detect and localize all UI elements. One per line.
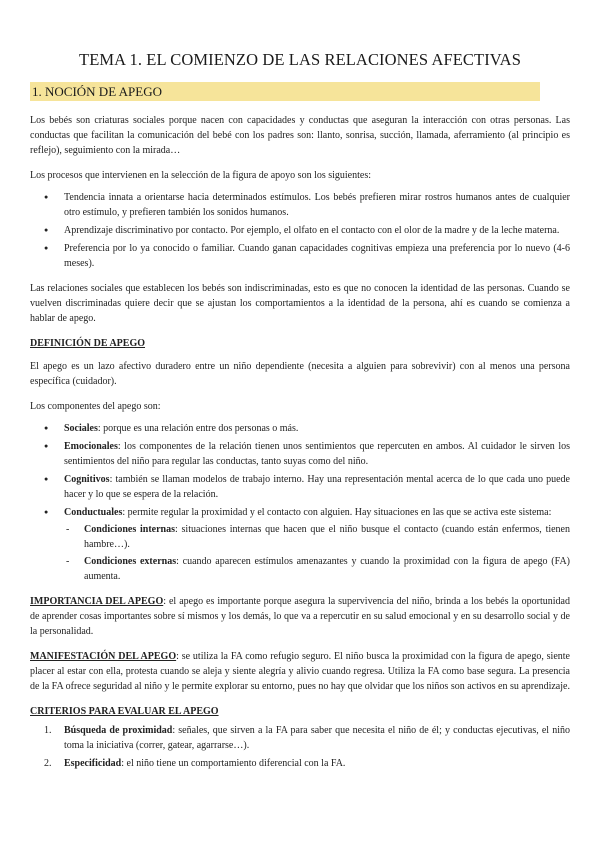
component-item (30, 421, 570, 436)
component-term: Conductuales (64, 507, 123, 518)
document-title: TEMA 1. EL COMIENZO DE LAS RELACIONES AFECTIVAS (79, 50, 521, 69)
component-item (30, 439, 570, 469)
criteria-number: 2. (44, 758, 52, 769)
component-text: : porque es una relación entre dos personas o más. (97, 423, 299, 434)
criteria-item (30, 756, 570, 771)
criteria-list (30, 723, 570, 771)
component-term: Sociales (64, 423, 98, 434)
criteria-item (30, 723, 570, 753)
importance-text: : el apego es importante porque asegura la supervivencia del niño, brinda a los bebés la oportunidad de aprender cosas importantes sobre sí mismos y los demás, lo que va a repercutir en su salud emocional y en su desarrollo social y de la personalidad. (30, 596, 570, 637)
manifestation-text: : se utiliza la FA como refugio seguro. El niño busca la proximidad con la figura de apego, siente placer al estar con ella, protesta cuando se aleja y siente alegría y alivio cuando regresa. Utiliza la FA como base segura. La presencia de la FA ofrece seguridad al niño y le permite explorar su entorno, pues no hay que olvidar que los niños son activos en su aprendizaje. (30, 651, 570, 692)
manifestation-paragraph (30, 649, 570, 694)
component-text: : también se llaman modelos de trabajo interno. Hay una representación mental acerca de lo que cada uno puede hacer y lo que se espera de la relación. (64, 474, 570, 500)
component-term: Cognitivos (64, 474, 110, 485)
intro-paragraph: Los bebés son criaturas sociales porque nacen con capacidades y conductas que aseguran la interacción con otras personas. Las conductas que facilitan la comunicación del bebé con los padres son: llanto, sonrisa, succión, llamada, aferramiento (al principio es reflejo), seguimiento con la mirada… (30, 115, 570, 156)
component-term: Emocionales (64, 441, 118, 452)
definition-paragraph: El apego es un lazo afectivo duradero entre un niño dependiente (necesita a alguien para sobrevivir) con al menos una persona específica (cuidador). (30, 361, 570, 387)
component-text: : permite regular la proximidad y el contacto con alguien. Hay situaciones en las que se activa este sistema: (122, 507, 552, 518)
manifestation-term: MANIFESTACIÓN DEL APEGO (30, 651, 177, 662)
components-intro: Los componentes del apego son: (30, 401, 161, 412)
condition-term: Condiciones externas (84, 556, 177, 567)
processes-intro: Los procesos que intervienen en la selección de la figura de apoyo son los siguientes: (30, 170, 372, 181)
definition-heading: DEFINICIÓN DE APEGO (30, 338, 146, 349)
process-item: ● Preferencia por lo ya conocido o familiar. Cuando ganan capacidades cognitivas empieza una preferencia por lo nuevo (4-6 meses). (30, 241, 570, 271)
conditions-list (64, 522, 570, 584)
criteria-number: 1. (44, 725, 52, 736)
condition-term: Condiciones internas (84, 524, 175, 535)
condition-item (64, 522, 570, 552)
importance-term: IMPORTANCIA DEL APEGO (30, 596, 164, 607)
criteria-term: Especificidad (64, 758, 122, 769)
component-text: : los componentes de la relación tienen unos sentimientos que repercuten en ambos. Al cuidador le sirven los sentimientos del niño para regular las conductas, tanto suyas como del niño. (64, 441, 570, 467)
section-heading-nocion-de-apego: 1. NOCIÓN DE APEGO (30, 82, 540, 101)
criteria-heading: CRITERIOS PARA EVALUAR EL APEGO (30, 706, 219, 717)
condition-item (64, 554, 570, 584)
condition-text: : situaciones internas que hacen que el niño busque el contacto (cuando están enfermos, tienen hambre…). (84, 524, 570, 550)
importance-paragraph (30, 594, 570, 639)
component-item (30, 505, 570, 584)
components-list (30, 421, 570, 584)
criteria-text: : el niño tiene un comportamiento diferencial con la FA. (121, 758, 346, 769)
criteria-term: Búsqueda de proximidad (64, 725, 173, 736)
criteria-text: : señales, que sirven a la FA para saber que necesita el niño de él; y conductas ejecutivas, el niño toma la iniciativa (correr, gatear, agarrarse…). (64, 725, 571, 751)
processes-list (30, 190, 570, 271)
process-item: ● Aprendizaje discriminativo por contacto. Por ejemplo, el olfato en el contacto con el olor de la madre y de la leche materna. (30, 223, 570, 238)
social-relations-paragraph: Las relaciones sociales que establecen los bebés son indiscriminadas, esto es que no conocen la identidad de las personas. Cuando se vuelven discriminadas quiere decir que se ajustan los comportamientos a la identidad de la persona, ahí es cuando se comienza a hablar de apego. (30, 283, 570, 324)
component-item (30, 472, 570, 502)
condition-text: : cuando aparecen estímulos amenazantes y cuando la proximidad con la figura de apego (FA) aumenta. (84, 556, 570, 582)
process-item: ● Tendencia innata a orientarse hacia determinados estímulos. Los bebés prefieren mirar rostros humanos antes de cualquier otro estímulo, y prefieren también los sonidos humanos. (30, 190, 570, 220)
